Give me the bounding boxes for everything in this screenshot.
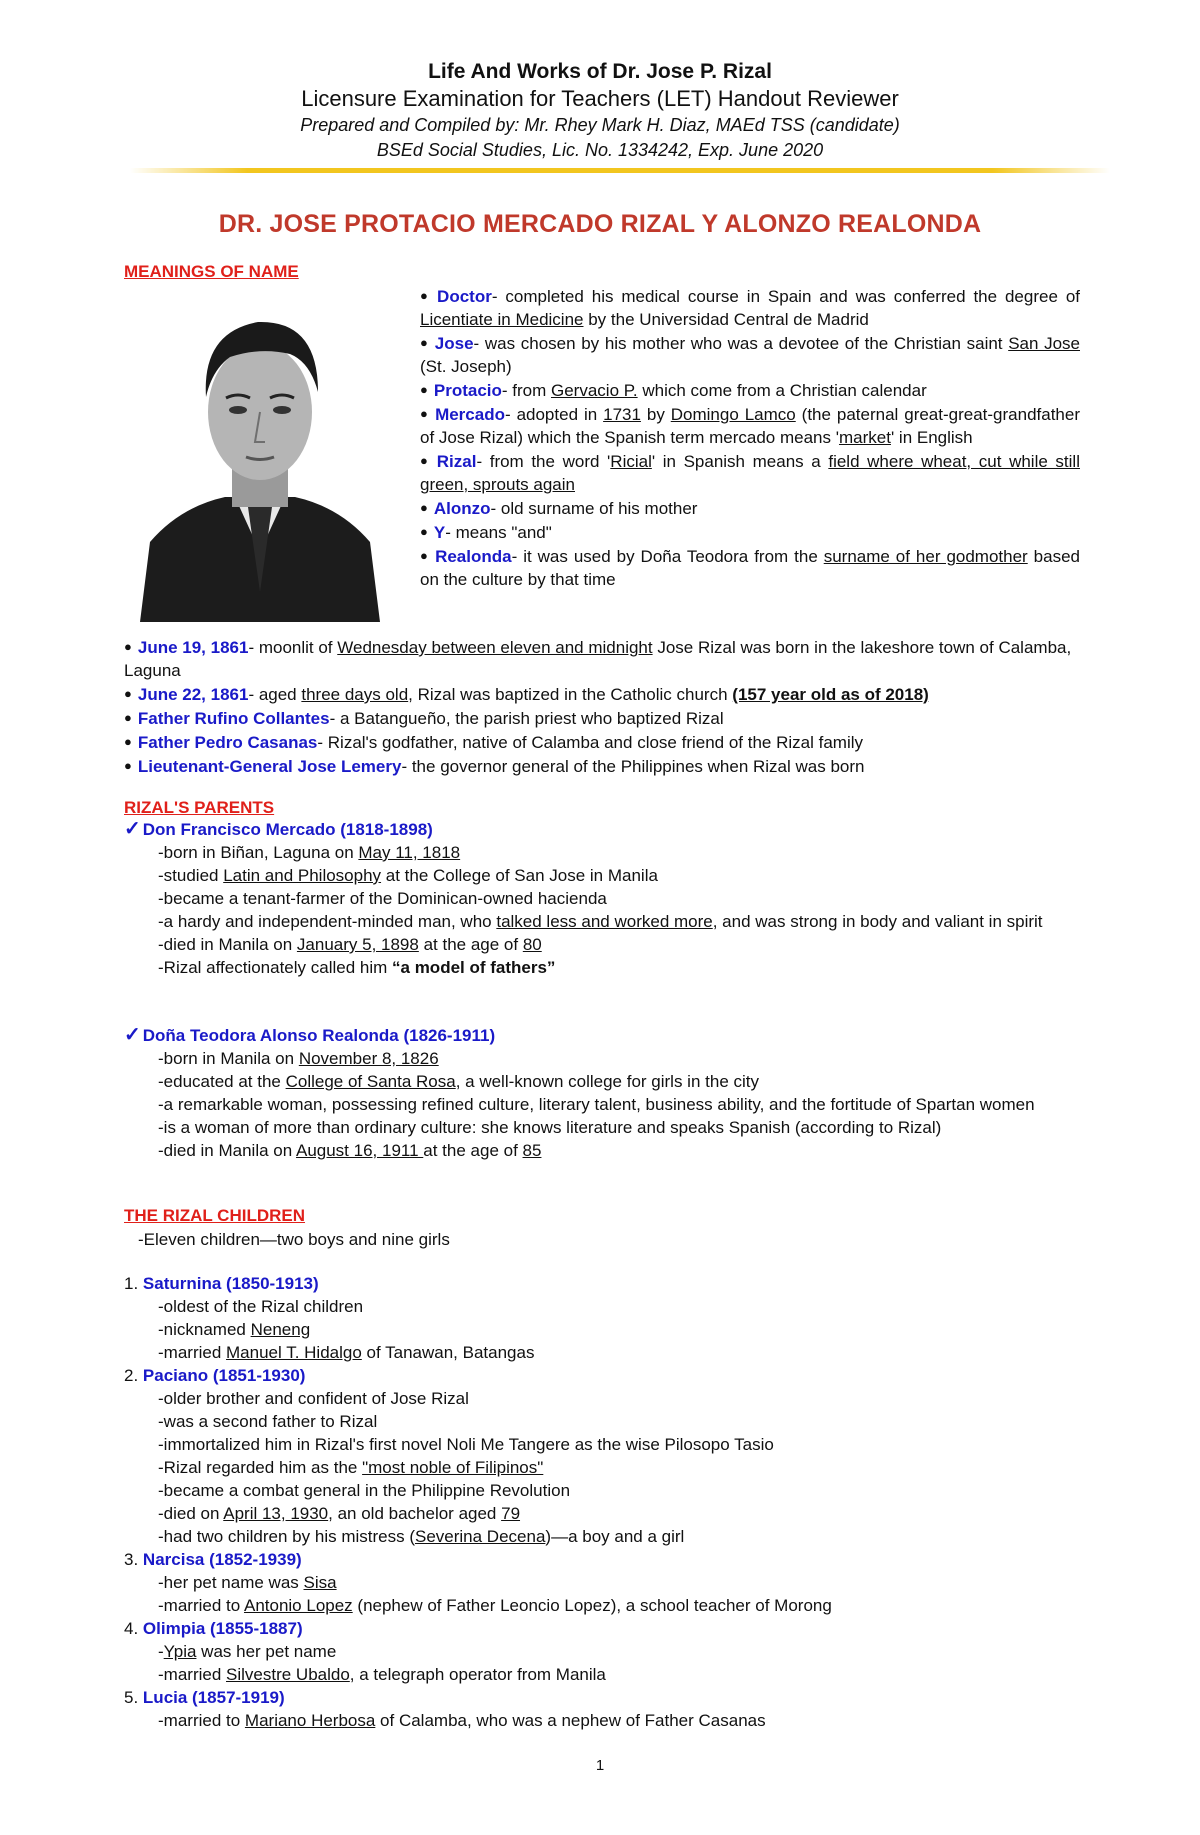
header-credentials: BSEd Social Studies, Lic. No. 1334242, Exp. June 2020	[376, 140, 824, 160]
bullet-icon: ●	[124, 686, 132, 701]
child-heading: 5. Lucia (1857-1919)	[124, 1688, 285, 1707]
child-heading: 2. Paciano (1851-1930)	[124, 1366, 306, 1385]
header-title: Life And Works of Dr. Jose P. Rizal	[428, 60, 772, 83]
bullet-icon: ●	[420, 453, 431, 468]
bullet-icon: ●	[420, 548, 430, 563]
child-heading: 3. Narcisa (1852-1939)	[124, 1550, 302, 1569]
bullet-icon: ●	[420, 406, 430, 421]
meaning-doctor: ● Doctor- completed his medical course in Spain and was conferred the degree of Licentiate in Medicine by the Universidad Central de Madrid	[420, 287, 1080, 329]
bullet-icon: ●	[124, 734, 132, 749]
header-prepared-by: Prepared and Compiled by: Mr. Rhey Mark H. Diaz, MAEd TSS (candidate)	[300, 115, 900, 135]
meaning-mercado: ● Mercado- adopted in 1731 by Domingo Lamco (the paternal great-great-grandfather of Jose Rizal) which the Spanish term mercado means 'market' in English	[420, 405, 1081, 447]
section-heading-children: THE RIZAL CHILDREN	[124, 1206, 306, 1225]
bullet-icon: ●	[420, 288, 432, 303]
section-heading-parents: RIZAL'S PARENTS	[124, 798, 275, 817]
father-name: Don Francisco Mercado (1818-1898)	[142, 820, 433, 839]
checkmark-icon: ✓	[124, 1024, 141, 1046]
child-heading: 1. Saturnina (1850-1913)	[124, 1274, 319, 1293]
portrait-image	[140, 292, 380, 622]
meaning-protacio: ● Protacio- from Gervacio P. which come from a Christian calendar	[420, 381, 927, 400]
child-heading: 4. Olimpia (1855-1887)	[124, 1619, 303, 1638]
bullet-icon: ●	[420, 500, 428, 515]
meaning-rizal: ● Rizal- from the word 'Ricial' in Spanish means a field where wheat, cut while still green, sprouts again	[420, 452, 1080, 494]
header-subtitle: Licensure Examination for Teachers (LET) Handout Reviewer	[301, 86, 899, 111]
mother-name: Doña Teodora Alonso Realonda (1826-1911)	[142, 1026, 496, 1045]
children-intro: -Eleven children—two boys and nine girls	[138, 1230, 450, 1249]
bullet-icon: ●	[420, 524, 428, 539]
mother-block: ✓ Doña Teodora Alonso Realonda (1826-1911) -born in Manila on November 8, 1826 -educated at the College of Santa Rosa, a well-known college for girls in the city -a remarkable woman, possessing refined culture, literary talent, business ability, and the fortitude of Spartan women -is a woman of more than ordinary culture: she knows literature and speaks Spanish (according to Rizal) -died in Manila on August 16, 1911 at the age of 85	[124, 1024, 1035, 1160]
bullet-icon: ●	[124, 639, 132, 654]
birth-date-item: ● June 19, 1861- moonlit of Wednesday between eleven and midnight Jose Rizal was born in the lakeshore town of Calamba, Laguna	[124, 638, 1072, 680]
baptism-item: ● June 22, 1861- aged three days old, Rizal was baptized in the Catholic church (157 year old as of 2018)	[124, 685, 929, 704]
meaning-alonzo: ● Alonzo- old surname of his mother	[420, 499, 698, 518]
bullet-icon: ●	[420, 335, 429, 350]
meaning-jose: ● Jose- was chosen by his mother who was a devotee of the Christian saint San Jose (St. Joseph)	[420, 334, 1080, 376]
meanings-list	[420, 284, 1080, 591]
bullet-icon: ●	[124, 710, 132, 725]
header-divider	[130, 168, 1110, 173]
checkmark-icon: ✓	[124, 818, 141, 840]
meaning-y: ● Y- means "and"	[420, 523, 552, 542]
page-number: 1	[595, 1757, 605, 1774]
godfather-item: ● Father Pedro Casanas- Rizal's godfather, native of Calamba and close friend of the Rizal family	[124, 733, 864, 752]
bullet-icon: ●	[124, 758, 132, 773]
birth-list	[124, 635, 1084, 778]
governor-item: ● Lieutenant-General Jose Lemery- the governor general of the Philippines when Rizal was born	[124, 757, 865, 776]
priest-item: ● Father Rufino Collantes- a Batangueño, the parish priest who baptized Rizal	[124, 709, 724, 728]
bullet-icon: ●	[420, 382, 428, 397]
meaning-realonda: ● Realonda- it was used by Doña Teodora from the surname of her godmother based on the culture by that time	[420, 547, 1080, 589]
father-block: ✓ Don Francisco Mercado (1818-1898) -born in Biñan, Laguna on May 11, 1818 -studied Latin and Philosophy at the College of San Jose in Manila -became a tenant-farmer of the Dominican-owned hacienda -a hardy and independent-minded man, who talked less and worked more, and was strong in body and valiant in spirit -died in Manila on January 5, 1898 at the age of 80 -Rizal affectionately called him “a model of fathers”	[124, 818, 1043, 977]
page-title: DR. JOSE PROTACIO MERCADO RIZAL Y ALONZO REALONDA	[218, 210, 982, 238]
children-list: 1. Saturnina (1850-1913) -oldest of the Rizal children -nicknamed Neneng -married Manuel T. Hidalgo of Tanawan, Batangas 2. Paciano (1851-1930) -older brother and confident of Jose Rizal -was a second father to Rizal -immortalized him in Rizal's first novel Noli Me Tangere as the wise Pilosopo Tasio -Rizal regarded him as the "most noble of Filipinos" -became a combat general in the Philippine Revolution -died on April 13, 1930, an old bachelor aged 79 -had two children by his mistress (Severina Decena)—a boy and a girl 3. Narcisa (1852-1939) -her pet name was Sisa -married to Antonio Lopez (nephew of Father Leoncio Lopez), a school teacher of Morong 4. Olimpia (1855-1887) -Ypia was her pet name -married Silvestre Ubaldo, a telegraph operator from Manila 5. Lucia (1857-1919) -married to Mariano Herbosa of Calamba, who was a nephew of Father Casanas	[124, 1272, 1084, 1732]
section-heading-meanings: MEANINGS OF NAME	[124, 262, 299, 281]
